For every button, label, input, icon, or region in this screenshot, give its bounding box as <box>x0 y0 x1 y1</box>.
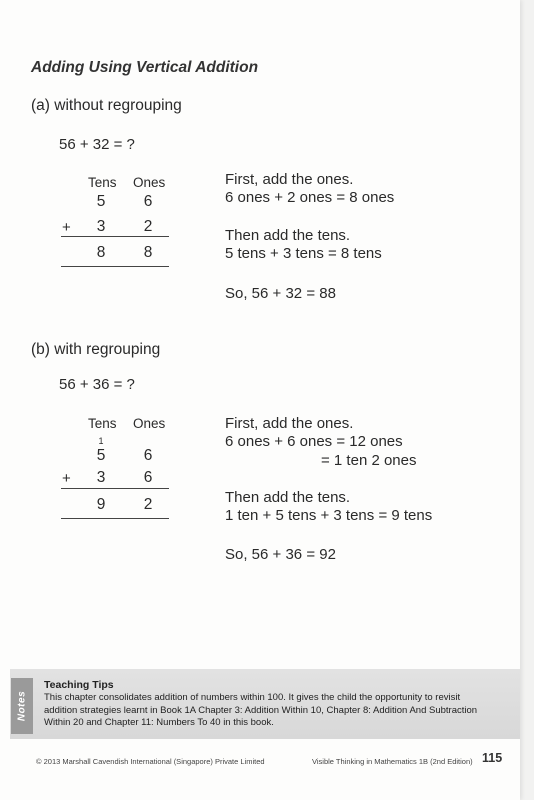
part-b-top-tens: 5 <box>96 447 106 464</box>
notes-tab-label: Notes <box>16 690 28 722</box>
part-a-ones-header: Ones <box>133 175 166 190</box>
part-a-top-ones: 6 <box>143 193 153 210</box>
part-b-result: So, 56 + 36 = 92 <box>225 546 336 563</box>
part-a-answer-ones: 8 <box>143 244 153 261</box>
part-a-result: So, 56 + 32 = 88 <box>225 285 336 302</box>
part-a-step-1: First, add the ones. <box>225 171 354 188</box>
part-a-step-2: Then add the tens. <box>225 227 351 244</box>
part-a-mid-ones: 2 <box>143 218 153 235</box>
part-b-answer-tens: 9 <box>96 496 106 513</box>
part-a-equation: 56 + 32 = ? <box>59 136 135 153</box>
copyright-notice: © 2013 Marshall Cavendish International (Singapore) Private Limited <box>36 757 265 766</box>
teaching-tips-title: Teaching Tips <box>44 679 114 691</box>
part-a-answer-tens: 8 <box>96 244 106 261</box>
part-a-top-tens: 5 <box>96 193 106 210</box>
part-b-answer-ones: 2 <box>143 496 153 513</box>
part-b-step-1: First, add the ones. <box>225 415 354 432</box>
teaching-tips-body: This chapter consolidates addition of numbers within 100. It gives the child the opportunity to revisit addition strategies learnt in Book 1A Chapter 3: Addition Within 10, Chapter 8: Addition And Subtraction Within 20 and Chapter 11: Numbers To 40 in this book. <box>44 692 478 728</box>
part-a-step-2-working: 5 tens + 3 tens = 8 tens <box>225 245 382 262</box>
section-heading: Adding Using Vertical Addition <box>31 59 259 76</box>
part-b-plus-sign: + <box>62 470 71 487</box>
part-b-answer-line <box>61 518 169 519</box>
part-a-answer-line <box>61 266 169 267</box>
part-a-sum-line <box>61 236 169 237</box>
part-b-carry-digit: 1 <box>98 436 104 446</box>
part-a-tens-header: Tens <box>88 175 117 190</box>
part-b-ones-header: Ones <box>133 416 166 431</box>
book-title-footer: Visible Thinking in Mathematics 1B (2nd Edition) <box>312 757 473 766</box>
part-b-tens-header: Tens <box>88 416 117 431</box>
part-b-title: (b) with regrouping <box>31 341 161 358</box>
part-b-top-ones: 6 <box>143 447 153 464</box>
part-a-title: (a) without regrouping <box>31 97 182 114</box>
part-b-step-1-working: 6 ones + 6 ones = 12 ones <box>225 433 403 450</box>
part-a-mid-tens: 3 <box>96 218 106 235</box>
part-b-mid-ones: 6 <box>143 469 153 486</box>
part-b-mid-tens: 3 <box>96 469 106 486</box>
part-b-equation: 56 + 36 = ? <box>59 376 135 393</box>
part-b-step-2: Then add the tens. <box>225 489 351 506</box>
part-a-plus-sign: + <box>62 219 71 236</box>
part-b-sum-line <box>61 488 169 489</box>
page-number: 115 <box>482 751 503 765</box>
part-b-step-1-regroup: = 1 ten 2 ones <box>321 452 417 469</box>
part-a-step-1-working: 6 ones + 2 ones = 8 ones <box>225 189 395 206</box>
part-b-step-2-working: 1 ten + 5 tens + 3 tens = 9 tens <box>225 507 433 524</box>
